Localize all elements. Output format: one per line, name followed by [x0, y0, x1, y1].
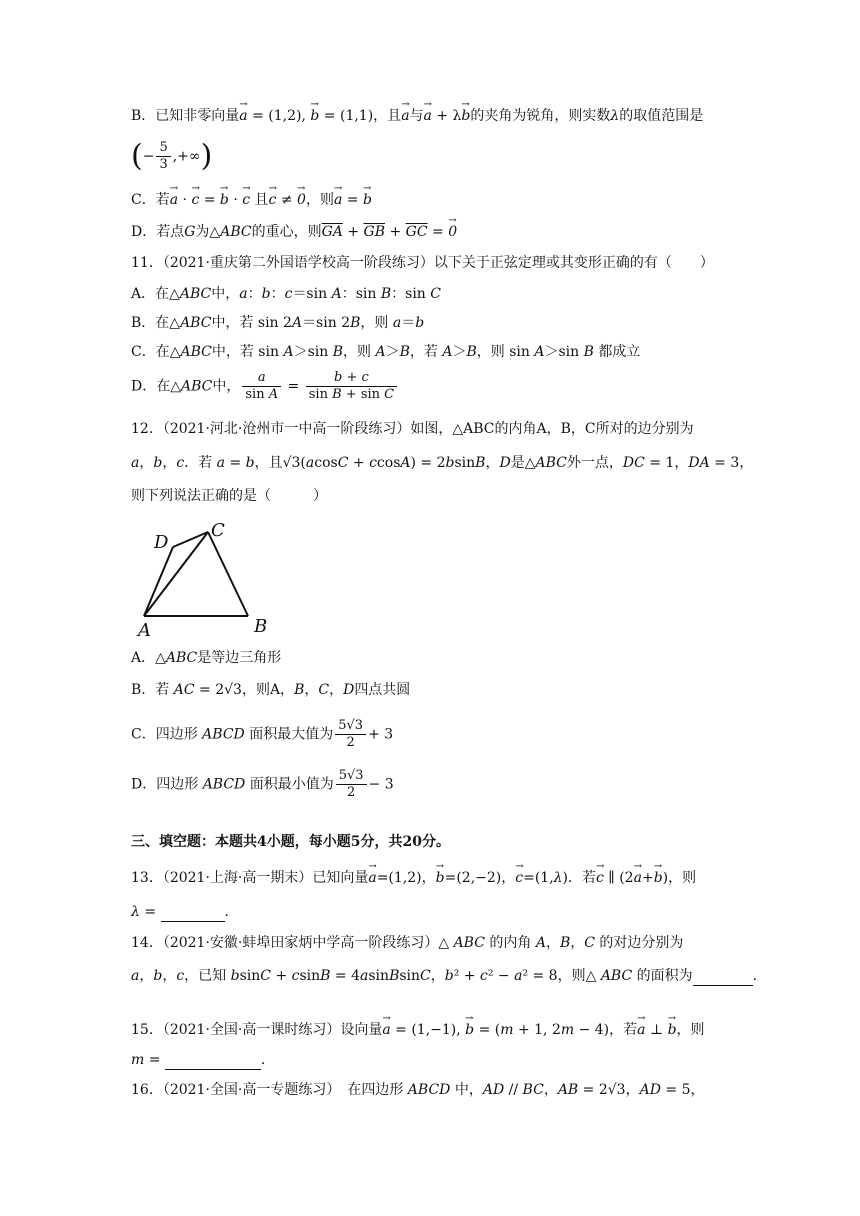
q12-option-b: B．若 AC = 2√3，则A，B，C，D四点共圆: [131, 682, 411, 698]
q10-option-d: D．若点G为△ABC的重心，则$\overline{GA} + \overline{GB} + \overline{GC}$ = → 0: [131, 222, 457, 242]
label-b: B: [254, 616, 268, 637]
quadrilateral-figure: [130, 520, 280, 642]
q11-option-c: C．在△ABC中，若 sin A＞sin B，则 A＞B，若 A＞B，则 sin A＞sin B 都成立: [131, 344, 641, 360]
q10-option-b: B．已知非零向量→ a = (1,2), → b = (1,1)，且→ a与→ a + λ→ b的夹角为锐角，则实数λ的取值范围是: [131, 106, 703, 126]
label-d: D: [154, 532, 169, 553]
q14-stem-1: 14．（2021·安徽·蚌埠田家炳中学高一阶段练习）△ ABC 的内角 A，B，C 的对边分别为: [131, 935, 684, 951]
q11-option-b: B．在△ABC中，若 sin 2A＝sin 2B，则 a＝b: [131, 315, 425, 331]
q11-option-a: A．在△ABC中，a：b：c＝sin A：sin B：sin C: [131, 286, 441, 302]
q12-stem-1: 12．（2021·河北·沧州市一中高一阶段练习）如图，△ABC的内角A，B，C所对的边分别为: [131, 421, 694, 437]
q15-answer-line: m = ．: [131, 1052, 275, 1068]
q12-option-c: C．四边形 ABCD 面积最大值为 $\frac{5√3}{2}$ + 3: [131, 718, 394, 750]
label-a: A: [138, 620, 151, 641]
q12-option-a: A．△ABC是等边三角形: [131, 650, 282, 666]
q12-stem-2: a，b，c．若 a = b，且√3(acosC + ccosA) = 2bsinB，D是△ABC外一点，DC = 1，DA = 3，: [131, 455, 754, 471]
q11-option-d: D．在△ABC中， $\frac{a}{\text{sin A}}$ = $\frac{b + c}{\text{sin B + sin C}}$: [131, 370, 399, 403]
section-heading: 三、填空题：本题共4小题，每小题5分，共20分。: [131, 834, 450, 850]
q14-stem-2: a，b，c，已知 bsinC + csinB = 4asinBsinC，b² + c² − a² = 8，则△ ABC 的面积为 ．: [131, 968, 767, 984]
q11-stem: 11．（2021·重庆第二外国语学校高一阶段练习）以下关于正弦定理或其变形正确的有（ ）: [131, 255, 714, 271]
q13-answer-line: λ = ．: [131, 904, 239, 920]
q15-stem: 15．（2021·全国·高一课时练习）设向量→ a = (1,−1), → b = (m + 1, 2m − 4)，若→ a ⊥ → b，则: [131, 1020, 705, 1040]
side-cb: [208, 532, 248, 616]
q12-option-d: D．四边形 ABCD 面积最小值为 $\frac{5√3}{2}$ − 3: [131, 768, 394, 800]
side-ad: [144, 547, 173, 616]
q10-option-c: C．若→ a · → c = → b · → c 且→ c ≠ → 0，则→ a = → b: [131, 190, 372, 210]
label-c: C: [211, 520, 225, 541]
q12-stem-3: 则下列说法正确的是（ ）: [131, 488, 327, 504]
q16-stem: 16．（2021·全国·高一专题练习） 在四边形 ABCD 中，AD // BC，AB = 2√3，AD = 5，: [131, 1082, 705, 1098]
q10-option-b-range: (− $\frac{5}{3}$ ,+∞): [131, 138, 213, 174]
q13-stem: 13．（2021·上海·高一期末）已知向量→ a=(1,2)，→ b=(2,−2)，→ c=(1,λ)．若→ c ∥ (2→ a+→ b)，则: [131, 868, 696, 888]
